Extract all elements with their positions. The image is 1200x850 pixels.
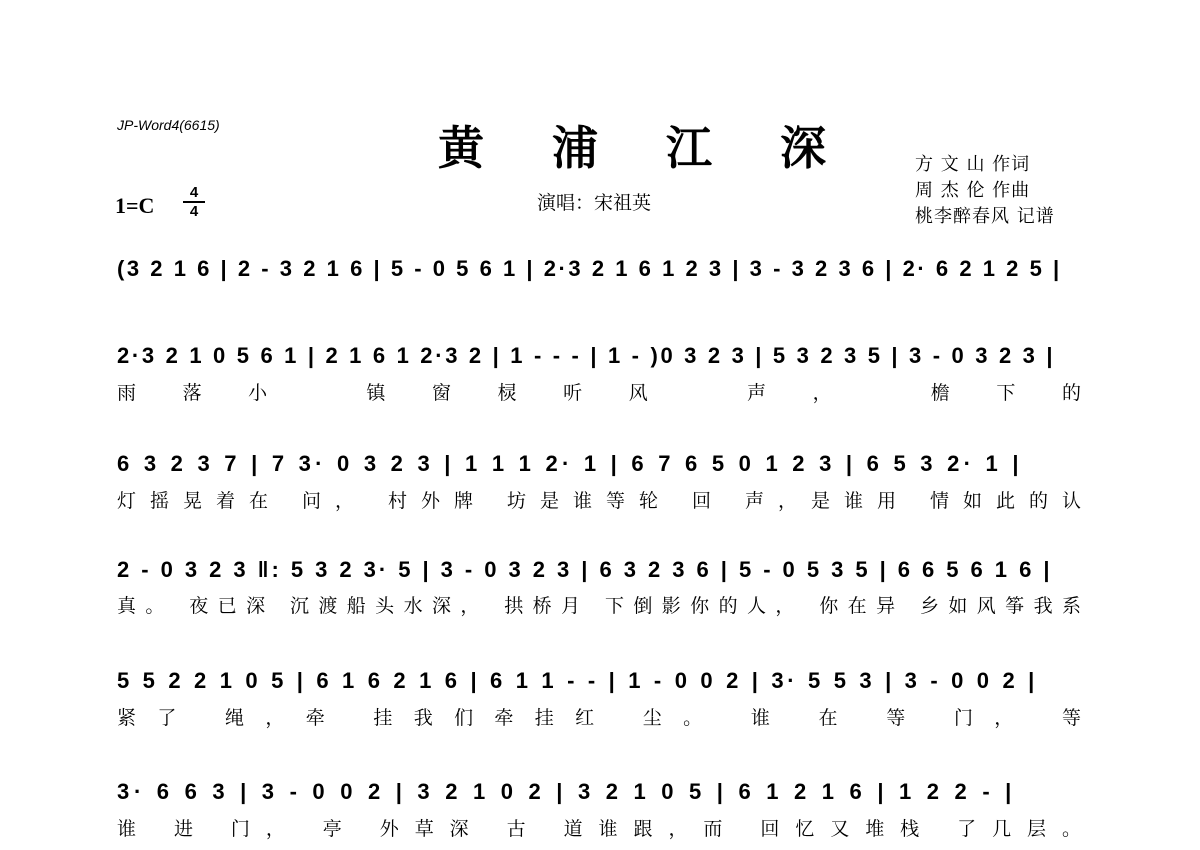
notation-row-4-text: 2 - 0 3 2 3 ‖: 5 3 2 3· 5 | 3 - 0 3 2 3 | 6 3 2 3 6 | 5 - 0 5 3 5 | 6 6 5 6 1 6 | [117, 557, 1053, 582]
lyric-row-2 [117, 378, 1128, 405]
lyric-row-3-text: 灯摇晃着在 问， 村外牌 坊是谁等轮 回 声，是谁用 情如此的认 [117, 490, 1095, 512]
lyric-row-3 [117, 486, 1095, 513]
notation-row-6-text: 3· 6 6 3 | 3 - 0 0 2 | 3 2 1 0 2 | 3 2 1 0 5 | 6 1 2 1 6 | 1 2 2 - | [117, 779, 1017, 804]
notation-row-3 [117, 451, 1023, 477]
time-signature-bottom: 4 [189, 203, 199, 220]
notation-row-1-text: (3 2 1 6 | 2 - 3 2 1 6 | 5 - 0 5 6 1 | 2·3 2 1 6 1 2 3 | 3 - 3 2 3 6 | 2· 6 2 1 2 5 | [117, 256, 1062, 281]
notation-row-2-text: 2·3 2 1 0 5 6 1 | 2 1 6 1 2·3 2 | 1 - - - | 1 - )0 3 2 3 | 5 3 2 3 5 | 3 - 0 3 2 3 | [117, 343, 1056, 368]
notation-row-1 [117, 256, 1062, 282]
lyric-row-5-text: 紧了 绳，牵 挂我们牵挂红 尘。 谁 在 等 门， 等 [117, 707, 1103, 729]
lyric-row-4-text: 真。 夜已深 沉渡船头水深， 拱桥月 下倒影你的人， 你在异 乡如风筝我系 [117, 595, 1091, 617]
lyric-row-5 [117, 703, 1102, 730]
notation-row-5-text: 5 5 2 2 1 0 5 | 6 1 6 2 1 6 | 6 1 1 - - | 1 - 0 0 2 | 3· 5 5 3 | 3 - 0 0 2 | [117, 668, 1038, 693]
notation-row-4 [117, 557, 1052, 583]
notation-row-2 [117, 343, 1055, 369]
notation-row-5 [117, 668, 1038, 694]
lyricist-credit: 方 文 山 作词 [915, 154, 1031, 175]
app-tag: JP-Word4(6615) [117, 117, 220, 133]
composer-credit: 周 杰 伦 作曲 [915, 180, 1031, 201]
transcriber-credit: 桃李醉春风 记谱 [915, 206, 1055, 227]
song-title: 黄 浦 江 深 [438, 121, 853, 175]
lyric-row-2-text: 雨落小 镇窗棂听风 声， 檐下的 [117, 382, 1128, 404]
time-signature-top: 4 [189, 184, 199, 201]
singer-credit: 演唱：宋祖英 [537, 192, 652, 214]
lyric-row-6 [117, 814, 1097, 841]
key-signature: 1=C [115, 193, 155, 218]
notation-row-6 [117, 779, 1016, 805]
lyric-row-6-text: 谁 进 门， 亭 外草深 古 道谁跟，而 回忆又堆栈 了几层。 [117, 818, 1097, 840]
notation-row-3-text: 6 3 2 3 7 | 7 3· 0 3 2 3 | 1 1 1 2· 1 | 6 7 6 5 0 1 2 3 | 6 5 3 2· 1 | [117, 451, 1023, 476]
lyric-row-4 [117, 591, 1090, 618]
